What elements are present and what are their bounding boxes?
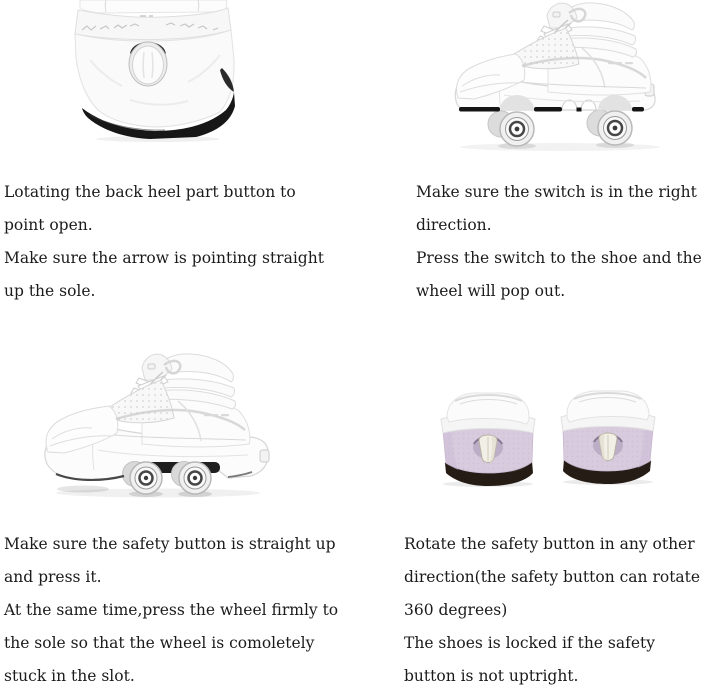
caption-line: Rotate the safety button in any other <box>404 535 695 553</box>
caption-step4 <box>404 528 700 693</box>
caption-line: Lotating the back heel part button to <box>4 183 296 201</box>
front-wheel <box>500 112 534 146</box>
heel-button <box>133 46 164 84</box>
skate-shoe-illustration <box>450 0 665 152</box>
caption-line: Press the switch to the shoe and the <box>416 249 702 267</box>
caption-line: point open. <box>4 216 93 234</box>
front-wheel <box>130 462 162 494</box>
caption-line: The shoes is locked if the safety <box>404 634 655 652</box>
caption-line: and press it. <box>4 568 102 586</box>
photo-heel-button-closeup <box>70 0 236 142</box>
caption-line: Make sure the switch is in the right <box>416 183 697 201</box>
heel-switch-tab <box>260 450 269 462</box>
heel-closeup-illustration <box>70 0 236 142</box>
caption-line: up the sole. <box>4 282 96 300</box>
photo-heels-safety-buttons <box>436 388 661 488</box>
caption-step3 <box>4 528 338 693</box>
caption-line: stuck in the slot. <box>4 667 135 685</box>
photo-shoe-wheels-deployed <box>450 0 665 152</box>
caption-line: Make sure the safety button is straight up <box>4 535 336 553</box>
caption-step2 <box>416 176 702 308</box>
caption-line: the sole so that the wheel is comoletely <box>4 634 315 652</box>
caption-line: 360 degrees) <box>404 601 508 619</box>
heel-pair-illustration <box>436 388 661 488</box>
caption-line: Make sure the arrow is pointing straight <box>4 249 324 267</box>
caption-line: At the same time,press the wheel firmly to <box>4 601 339 619</box>
caption-line: direction. <box>416 216 492 234</box>
rear-wheel <box>598 111 632 145</box>
photo-shoe-wheels-retracted <box>38 350 278 500</box>
skate-shoe-retracted-illustration <box>38 350 278 500</box>
rear-wheel <box>179 462 211 494</box>
caption-line: wheel will pop out. <box>416 282 566 300</box>
caption-step1 <box>4 176 324 308</box>
caption-line: direction(the safety button can rotate <box>404 568 701 586</box>
caption-line: button is not uptright. <box>404 667 579 685</box>
